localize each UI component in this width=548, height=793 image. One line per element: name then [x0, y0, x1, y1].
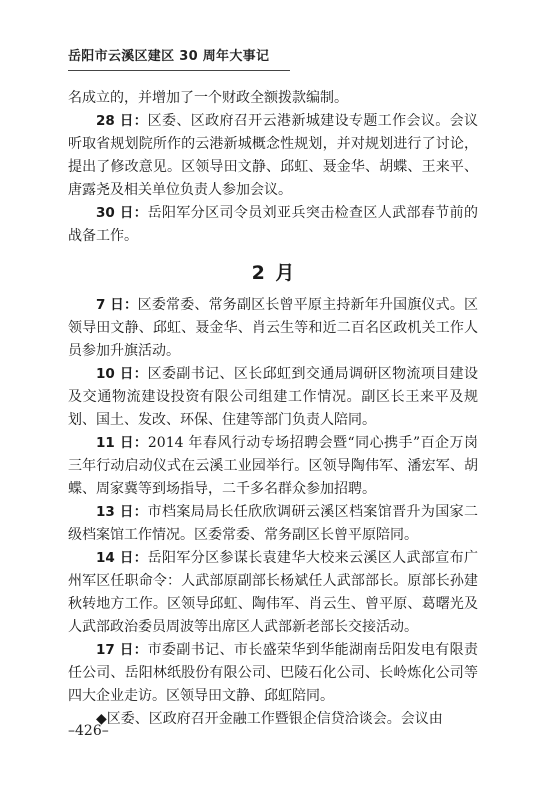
page-number: –426– [68, 723, 109, 739]
entry-date: 10 日： [96, 366, 148, 382]
entry-date: 7 日： [96, 297, 138, 313]
entry-text: 市委副书记、市长盛荣华到华能湖南岳阳发电有限责任公司、岳阳林纸股份有限公司、巴陵石化公司、长岭炼化公司等四大企业走访。区领导田文静、邱虹陪同。 [68, 642, 478, 704]
month-heading: 2 月 [251, 262, 297, 284]
diamond-bullet-icon: ◆ [96, 711, 107, 727]
entry-paragraph [68, 547, 478, 639]
entry-text: 2014 年春风行动专场招聘会暨“同心携手”百企万岗三年行动启动仪式在云溪工业园举行。区领导陶伟军、潘宏军、胡蝶、周家冀等到场指导，二千多名群众参加招聘。 [68, 435, 478, 497]
entry-paragraph [68, 363, 478, 432]
entry-text: 区委、区政府召开金融工作暨银企信贷洽谈会。会议由 [106, 711, 443, 727]
entry-date: 30 日： [96, 205, 148, 221]
entry-text: 区委副书记、区长邱虹到交通局调研区物流项目建设及交通物流建设投资有限公司组建工作情况。副区长王来平及规划、国土、发改、环保、住建等部门负责人陪同。 [68, 366, 478, 428]
entry-text: 区委、区政府召开云港新城建设专题工作会议。会议听取省规划院所作的云港新城概念性规划，并对规划进行了讨论，提出了修改意见。区领导田文静、邱虹、聂金华、胡蝶、王来平、唐露尧及相关单位负责人参加会议。 [68, 113, 478, 198]
entry-text: 岳阳军分区参谋长袁建华大校来云溪区人武部宣布广州军区任职命令：人武部原副部长杨斌任人武部部长。原部长孙建秋转地方工作。区领导邱虹、陶伟军、肖云生、曾平原、葛曙光及人武部政治委员周波等出席区人武部新老部长交接活动。 [68, 550, 478, 635]
entry-text: 区委常委、常务副区长曾平原主持新年升国旗仪式。区领导田文静、邱虹、聂金华、肖云生等和近二百名区政机关工作人员参加升旗活动。 [68, 297, 479, 359]
entry-text: 岳阳军分区司令员刘亚兵突击检查区人武部春节前的战备工作。 [68, 205, 478, 244]
entry-text: 市档案局局长任欣欣调研云溪区档案馆晋升为国家二级档案馆工作情况。区委常委、常务副区长曾平原陪同。 [68, 504, 478, 543]
bullet-paragraph [68, 708, 478, 731]
entry-paragraph [68, 639, 478, 708]
header-rule [68, 70, 290, 71]
entry-paragraph [68, 501, 478, 547]
entry-date: 11 日： [96, 435, 148, 451]
entry-date: 14 日： [96, 550, 148, 566]
entry-paragraph [68, 202, 478, 248]
entry-paragraph [68, 294, 478, 363]
entry-date: 13 日： [96, 504, 148, 520]
entry-date: 17 日： [96, 642, 148, 658]
entry-date: 28 日： [96, 113, 148, 129]
february-section [68, 294, 478, 731]
continuation-paragraph: 名成立的，并增加了一个财政全额拨款编制。 [68, 90, 348, 106]
top-section [68, 87, 478, 248]
entry-paragraph [68, 110, 478, 202]
running-header: 岳阳市云溪区建区 30 周年大事记 [68, 49, 270, 64]
entry-paragraph [68, 432, 478, 501]
